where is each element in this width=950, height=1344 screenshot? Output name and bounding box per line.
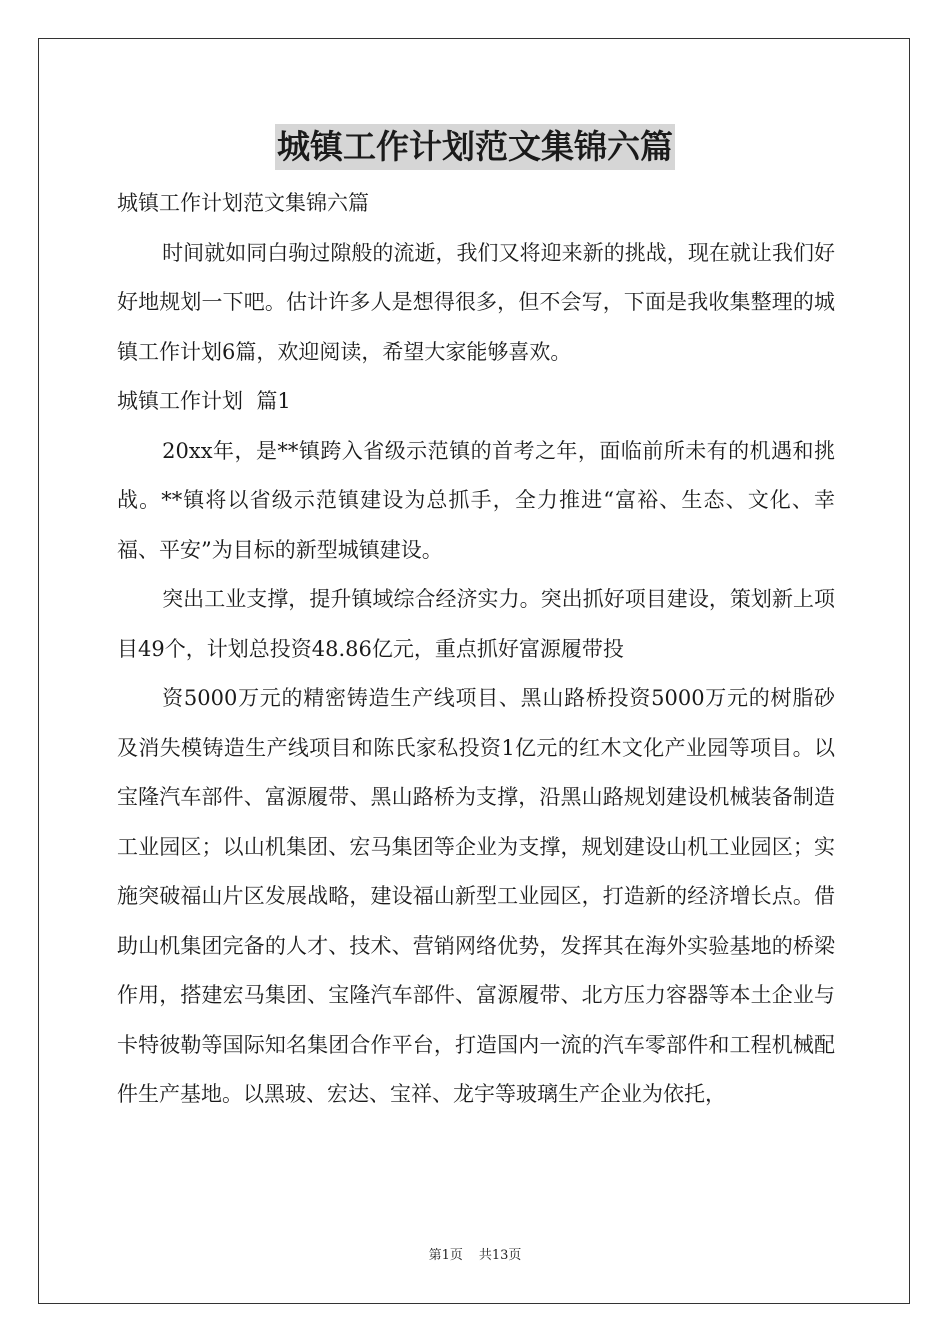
title-container (0, 124, 950, 170)
document-subtitle: 城镇工作计划范文集锦六篇 (117, 191, 369, 215)
page-footer (0, 1247, 950, 1265)
section-heading: 城镇工作计划 篇1 (117, 389, 291, 413)
page-total: 共13页 (478, 1248, 522, 1263)
document-title: 城镇工作计划范文集锦六篇 (275, 124, 675, 170)
document-body (117, 179, 835, 1120)
body-paragraph-2: 突出工业支撑，提升镇域综合经济实力。突出抓好项目建设，策划新上项目49个，计划总投资48.86亿元，重点抓好富源履带投 (117, 587, 835, 661)
body-paragraph-3: 资5000万元的精密铸造生产线项目、黑山路桥投资5000万元的树脂砂及消失模铸造生产线项目和陈氏家私投资1亿元的红木文化产业园等项目。以宝隆汽车部件、富源履带、黑山路桥为支撑，沿黑山路规划建设机械装备制造工业园区；以山机集团、宏马集团等企业为支撑，规划建设山机工业园区；实施突破福山片区发展战略，建设福山新型工业园区，打造新的经济增长点。借助山机集团完备的人才、技术、营销网络优势，发挥其在海外实验基地的桥梁作用，搭建宏马集团、宝隆汽车部件、富源履带、北方压力容器等本土企业与卡特彼勒等国际知名集团合作平台，打造国内一流的汽车零部件和工程机械配件生产基地。以黑玻、宏达、宝祥、龙宇等玻璃生产企业为依托， (117, 686, 835, 1106)
page-number: 第1页 (428, 1248, 463, 1263)
intro-paragraph: 时间就如同白驹过隙般的流逝，我们又将迎来新的挑战，现在就让我们好好地规划一下吧。估计许多人是想得很多，但不会写，下面是我收集整理的城镇工作计划6篇，欢迎阅读，希望大家能够喜欢。 (117, 240, 835, 364)
body-paragraph-1: 20xx年，是**镇跨入省级示范镇的首考之年，面临前所未有的机遇和挑战。**镇将以省级示范镇建设为总抓手，全力推进“富裕、生态、文化、幸福、平安”为目标的新型城镇建设。 (117, 438, 835, 562)
